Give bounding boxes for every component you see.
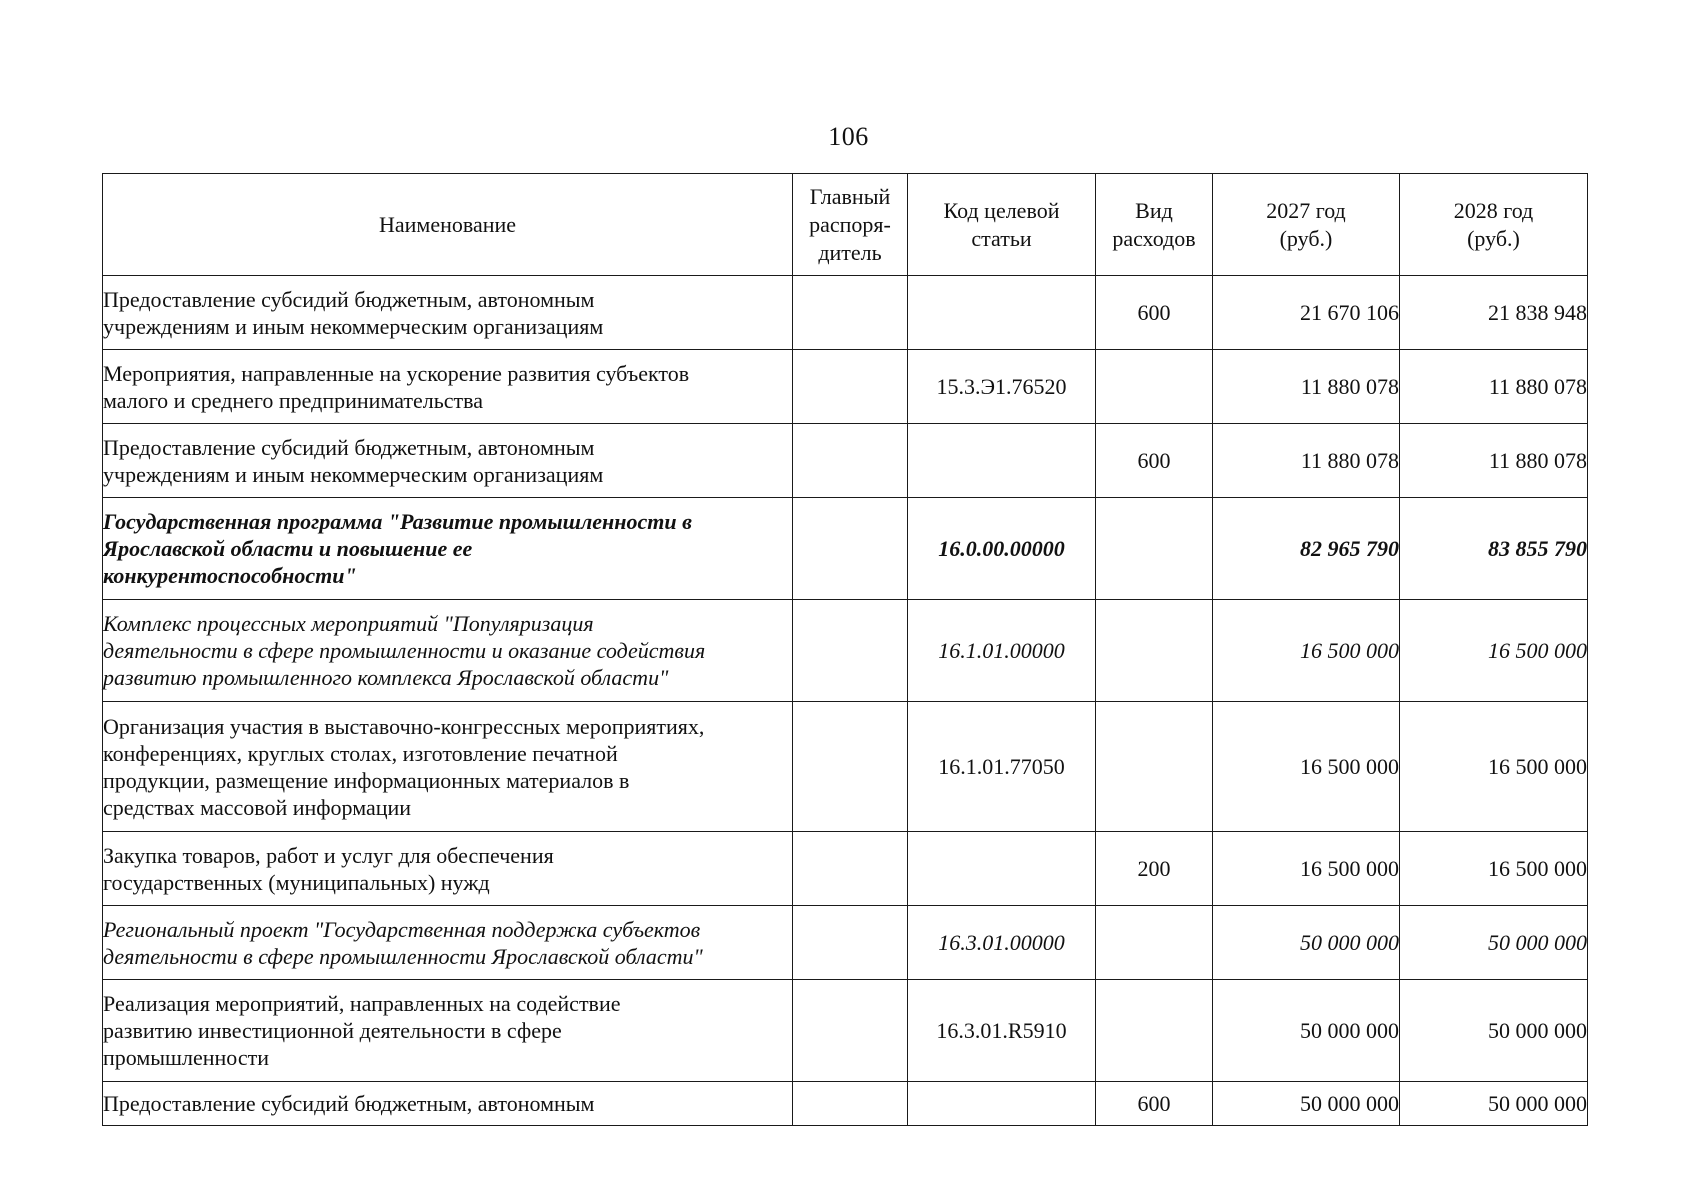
cell-expense-kind: [1096, 702, 1213, 832]
cell-name: Мероприятия, направленные на ускорение развития субъектов малого и среднего предпринимательства: [103, 350, 793, 424]
cell-name: Региональный проект "Государственная поддержка субъектов деятельности в сфере промышленности Ярославской области": [103, 906, 793, 980]
cell-amount-2027: 16 500 000: [1213, 702, 1400, 832]
cell-expense-kind: [1096, 980, 1213, 1082]
cell-name: Государственная программа "Развитие промышленности в Ярославской области и повышение ее конкурентоспособности": [103, 498, 793, 600]
cell-amount-2028: 16 500 000: [1400, 832, 1588, 906]
cell-target-code: [908, 832, 1096, 906]
cell-name: Организация участия в выставочно-конгрессных мероприятиях, конференциях, круглых столах, изготовление печатной продукции, размещение информационных материалов в средствах массовой информации: [103, 702, 793, 832]
table-row: [103, 980, 1588, 1082]
table-row: [103, 276, 1588, 350]
cell-amount-2027: 50 000 000: [1213, 1082, 1400, 1126]
table-row: [103, 906, 1588, 980]
cell-amount-2028: 50 000 000: [1400, 1082, 1588, 1126]
table-row: [103, 498, 1588, 600]
cell-target-code: 16.1.01.00000: [908, 600, 1096, 702]
header-main-manager: Главный распоря- дитель: [793, 174, 908, 276]
cell-expense-kind: [1096, 600, 1213, 702]
cell-name: Предоставление субсидий бюджетным, автономным учреждениям и иным некоммерческим организациям: [103, 424, 793, 498]
header-year-2027: 2027 год (руб.): [1213, 174, 1400, 276]
cell-target-code: 15.3.Э1.76520: [908, 350, 1096, 424]
cell-main-manager: [793, 498, 908, 600]
cell-main-manager: [793, 906, 908, 980]
cell-main-manager: [793, 702, 908, 832]
header-expense-kind: Вид расходов: [1096, 174, 1213, 276]
cell-expense-kind: [1096, 498, 1213, 600]
cell-target-code: [908, 424, 1096, 498]
cell-amount-2027: 16 500 000: [1213, 600, 1400, 702]
cell-amount-2028: 50 000 000: [1400, 906, 1588, 980]
cell-name: Закупка товаров, работ и услуг для обеспечения государственных (муниципальных) нужд: [103, 832, 793, 906]
cell-name: Предоставление субсидий бюджетным, автономным: [103, 1082, 793, 1126]
cell-amount-2028: 83 855 790: [1400, 498, 1588, 600]
table-header-row: [103, 174, 1588, 276]
cell-name: Комплекс процессных мероприятий "Популяризация деятельности в сфере промышленности и оказание содействия развитию промышленного комплекса Ярославской области": [103, 600, 793, 702]
cell-amount-2028: 21 838 948: [1400, 276, 1588, 350]
cell-expense-kind: 600: [1096, 424, 1213, 498]
cell-amount-2027: 50 000 000: [1213, 906, 1400, 980]
cell-amount-2027: 11 880 078: [1213, 350, 1400, 424]
cell-amount-2027: 16 500 000: [1213, 832, 1400, 906]
table-row: [103, 350, 1588, 424]
cell-amount-2028: 50 000 000: [1400, 980, 1588, 1082]
cell-target-code: 16.3.01.00000: [908, 906, 1096, 980]
page-number: 106: [828, 122, 869, 151]
table-row: [103, 832, 1588, 906]
cell-main-manager: [793, 980, 908, 1082]
table-row: [103, 1082, 1588, 1126]
table-row: [103, 424, 1588, 498]
cell-target-code: [908, 1082, 1096, 1126]
cell-amount-2028: 16 500 000: [1400, 600, 1588, 702]
cell-amount-2027: 11 880 078: [1213, 424, 1400, 498]
cell-expense-kind: 600: [1096, 276, 1213, 350]
table-body: [103, 276, 1588, 1126]
cell-amount-2027: 82 965 790: [1213, 498, 1400, 600]
cell-target-code: [908, 276, 1096, 350]
header-year-2028: 2028 год (руб.): [1400, 174, 1588, 276]
cell-target-code: 16.3.01.R5910: [908, 980, 1096, 1082]
cell-target-code: 16.0.00.00000: [908, 498, 1096, 600]
cell-name: Предоставление субсидий бюджетным, автономным учреждениям и иным некоммерческим организациям: [103, 276, 793, 350]
cell-main-manager: [793, 350, 908, 424]
cell-amount-2027: 21 670 106: [1213, 276, 1400, 350]
cell-target-code: 16.1.01.77050: [908, 702, 1096, 832]
cell-expense-kind: [1096, 906, 1213, 980]
budget-table: [102, 173, 1588, 1126]
table-row: [103, 702, 1588, 832]
cell-main-manager: [793, 424, 908, 498]
cell-main-manager: [793, 600, 908, 702]
cell-main-manager: [793, 276, 908, 350]
table-row: [103, 600, 1588, 702]
cell-expense-kind: 200: [1096, 832, 1213, 906]
cell-main-manager: [793, 832, 908, 906]
cell-amount-2028: 16 500 000: [1400, 702, 1588, 832]
cell-amount-2027: 50 000 000: [1213, 980, 1400, 1082]
cell-amount-2028: 11 880 078: [1400, 424, 1588, 498]
cell-name: Реализация мероприятий, направленных на содействие развитию инвестиционной деятельности в сфере промышленности: [103, 980, 793, 1082]
cell-expense-kind: [1096, 350, 1213, 424]
header-name: Наименование: [103, 174, 793, 276]
cell-expense-kind: 600: [1096, 1082, 1213, 1126]
cell-amount-2028: 11 880 078: [1400, 350, 1588, 424]
cell-main-manager: [793, 1082, 908, 1126]
header-target-code: Код целевой статьи: [908, 174, 1096, 276]
